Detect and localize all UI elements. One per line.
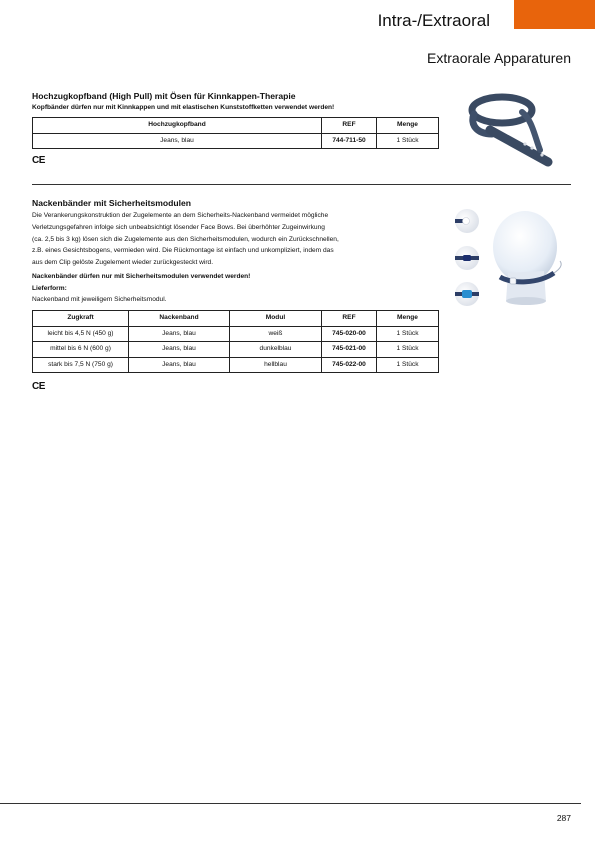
table-header-row [33,118,439,134]
product2-table [32,310,439,373]
table-row [33,133,439,149]
ref-cell: 745-022-00 [322,357,377,373]
description-line: (ca. 2,5 bis 3 kg) lösen sich die Zugelemente aus den Sicherheitsmodulen, wodurch ein Zurückschnellen, [32,235,339,243]
description-line: aus dem Clip gelöste Zugelement wieder zurückgesteckt wird. [32,259,214,267]
ref-cell: 745-020-00 [322,326,377,342]
description-line: Die Verankerungskonstruktion der Zugelemente an dem Sicherheits-Nackenband vermeidet mögliche [32,212,329,219]
table-row [33,342,439,358]
delivery-label: Lieferform: [32,285,67,292]
delivery-text: Nackenband mit jeweiligem Sicherheitsmodul. [32,296,167,303]
section-title: Extraorale Apparaturen [427,50,571,66]
table-header-row [33,311,439,327]
ce-mark: CE [32,155,45,166]
product2-title: Nackenbänder mit Sicherheitsmodulen [32,198,192,208]
table-header: REF [322,311,377,327]
table-cell: stark bis 7,5 N (750 g) [33,357,129,373]
chapter-color-tab [514,0,595,29]
section-divider [32,184,571,185]
table-header: Menge [377,118,439,134]
product1-table [32,117,439,149]
table-header: Modul [230,311,322,327]
table-cell: Jeans, blau [33,133,322,149]
product2-description [32,210,339,269]
table-cell: 1 Stück [377,342,439,358]
ref-cell: 745-021-00 [322,342,377,358]
ce-mark: CE [32,381,45,392]
product1-warning: Kopfbänder dürfen nur mit Kinnkappen und mit elastischen Kunststoffketten verwendet werden! [32,104,335,111]
high-pull-headgear-image [462,90,556,170]
table-header: Hochzugkopfband [33,118,322,134]
table-cell: leicht bis 4,5 N (450 g) [33,326,129,342]
ref-cell: 744-711-50 [322,133,377,149]
table-row [33,357,439,373]
table-cell: 1 Stück [377,326,439,342]
table-header: Zugkraft [33,311,129,327]
description-line: Verletzungsgefahren infolge sich unbeabsichtigt lösender Face Bows. Bei überhöhter Zugeinwirkung [32,223,325,231]
table-cell: Jeans, blau [129,326,230,342]
product2-warning: Nackenbänder dürfen nur mit Sicherheitsmodulen verwendet werden! [32,273,251,280]
table-row [33,326,439,342]
table-cell: weiß [230,326,322,342]
footer-rule [0,803,581,804]
table-cell: hellblau [230,357,322,373]
table-header: REF [322,118,377,134]
product1-title: Hochzugkopfband (High Pull) mit Ösen für Kinnkappen-Therapie [32,91,296,101]
table-cell: 1 Stück [377,357,439,373]
table-cell: dunkelblau [230,342,322,358]
table-cell: Jeans, blau [129,342,230,358]
table-header: Menge [377,311,439,327]
table-cell: mittel bis 6 N (600 g) [33,342,129,358]
table-cell: Jeans, blau [129,357,230,373]
neck-strap-head-model-image [450,205,572,310]
table-cell: 1 Stück [377,133,439,149]
chapter-title: Intra-/Extraoral [377,11,490,30]
page-number: 287 [556,813,571,823]
table-header: Nackenband [129,311,230,327]
description-line: z.B. eines Gesichtsbogens, vermieden wird. Die Rückmontage ist einfach und unkompliziert, indem das [32,247,334,255]
